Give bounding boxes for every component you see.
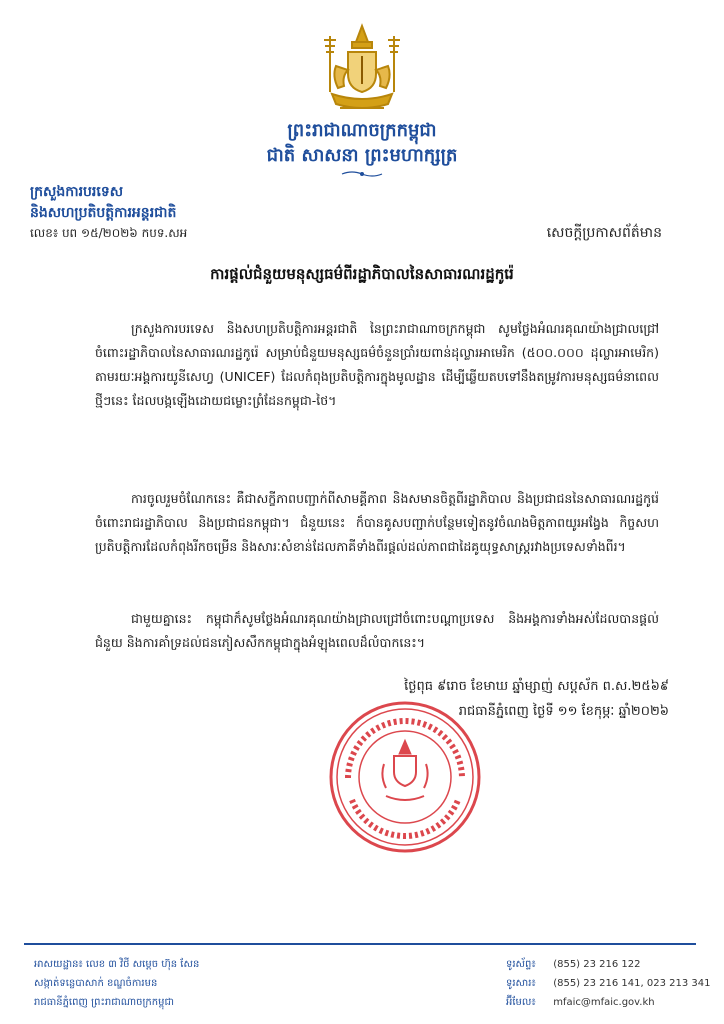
reference-number: លេខ៖ បព ១៥/២០២៦ កបទ.សអ [30,226,188,240]
national-motto: ជាតិ សាសនា ព្រះមហាក្សត្រ [266,145,458,166]
body-paragraph-3: ជាមួយគ្នានេះ កម្ពុជាក៏សូមថ្លែងអំណរគុណយ៉ាងជ្រាលជ្រៅចំពោះបណ្តាប្រទេស និងអង្គការទាំងអស់ដែលបានផ្តល់ជំនួយ និងការគាំទ្រដល់ជនភៀសសឹកកម្ពុជាក្នុងអំឡុងពេលដ៏លំបាកនេះ។ [95,611,659,650]
divider-ornament-icon [340,170,384,178]
document-type: សេចក្តីប្រកាសព័ត៌មាន [546,225,662,241]
ministry-seal-stamp-icon [328,700,482,854]
footer-contacts [506,955,711,1012]
ministry-name-line2: និងសហប្រតិបត្តិការអន្តរជាតិ [30,205,177,221]
address-label: អាសយដ្ឋាន៖ [34,959,83,970]
kingdom-name: ព្រះរាជាណាចក្រកម្ពុជា [287,120,437,141]
email-label: អ៊ីមែល៖ [506,997,536,1008]
address-line-2: សង្កាត់ទន្លេបាសាក់ ខណ្ឌចំការមន [34,978,158,989]
royal-coat-of-arms-icon [316,22,408,118]
lunar-date: ថ្ងៃពុធ ៩រោច ខែមាឃ ឆ្នាំម្សាញ់ សប្តស័ក ព.ស.២៥៦៩ [404,679,669,694]
phone-number: (855) 23 216 122 [553,959,641,970]
fax-label: ទូរសារ៖ [506,978,536,989]
fax-number: (855) 23 216 141, 023 213 341 [553,978,711,989]
email-address: mfaic@mfaic.gov.kh [553,997,655,1008]
body-paragraph-2: ការចូលរួមចំណែកនេះ គឺជាសក្ខីភាពបញ្ជាក់ពីសាមគ្គីភាព និងសមានចិត្តពីរដ្ឋាភិបាល និងប្រជាជននៃសាធារណរដ្ឋកូរ៉េ ចំពោះរាជរដ្ឋាភិបាល និងប្រជាជនកម្ពុជា។ ជំនួយនេះ ក៏បានគូសបញ្ជាក់បន្ថែមទៀតនូវចំណងមិត្តភាពយូរអង្វែង កិច្ចសហប្រតិបត្តិការដែលកំពុងរីកចម្រើន និងសារៈសំខាន់ដែលភាគីទាំងពីរផ្តល់ដល់ភាពជាដៃគូយុទ្ធសាស្ត្ររវាងប្រទេសទាំងពីរ។ [95,491,659,554]
solar-date: រាជធានីភ្នំពេញ ថ្ងៃទី ១១ ខែកុម្ភៈ ឆ្នាំ២០២៦ [458,704,669,719]
footer-divider [24,943,696,945]
body-paragraph-1: ក្រសួងការបរទេស និងសហប្រតិបត្តិការអន្តរជាតិ នៃព្រះរាជាណាចក្រកម្ពុជា សូមថ្លែងអំណរគុណយ៉ាងជ្រាលជ្រៅចំពោះរដ្ឋាភិបាលនៃសាធារណរដ្ឋកូរ៉េ សម្រាប់ជំនួយមនុស្សធម៌ចំនួនប្រាំរយពាន់ដុល្លារអាមេរិក (៥០០.០០០ ដុល្លារអាមេរិក) តាមរយៈអង្គការយូនីសេហ្វ (UNICEF) ដែលកំពុងប្រតិបត្តិការក្នុងមូលដ្ឋាន ដើម្បីឆ្លើយតបទៅនឹងតម្រូវការមនុស្សធម៌នាពេលថ្មីៗនេះ ដែលបង្កឡើងដោយជម្លោះព្រំដែនកម្ពុជា-ថៃ។ [95,321,659,408]
document-title: ការផ្តល់ជំនួយមនុស្សធម៌ពីរដ្ឋាភិបាលនៃសាធារណរដ្ឋកូរ៉េ [210,265,514,283]
address-line-1: លេខ ៣ វិថី សម្តេច ហ៊ុន សែន [86,959,200,970]
ministry-name-line1: ក្រសួងការបរទេស [30,184,124,200]
address-line-3: រាជធានីភ្នំពេញ ព្រះរាជាណាចក្រកម្ពុជា [34,997,174,1008]
footer-address [34,955,199,1012]
phone-label: ទូរស័ព្ទ៖ [506,959,536,970]
